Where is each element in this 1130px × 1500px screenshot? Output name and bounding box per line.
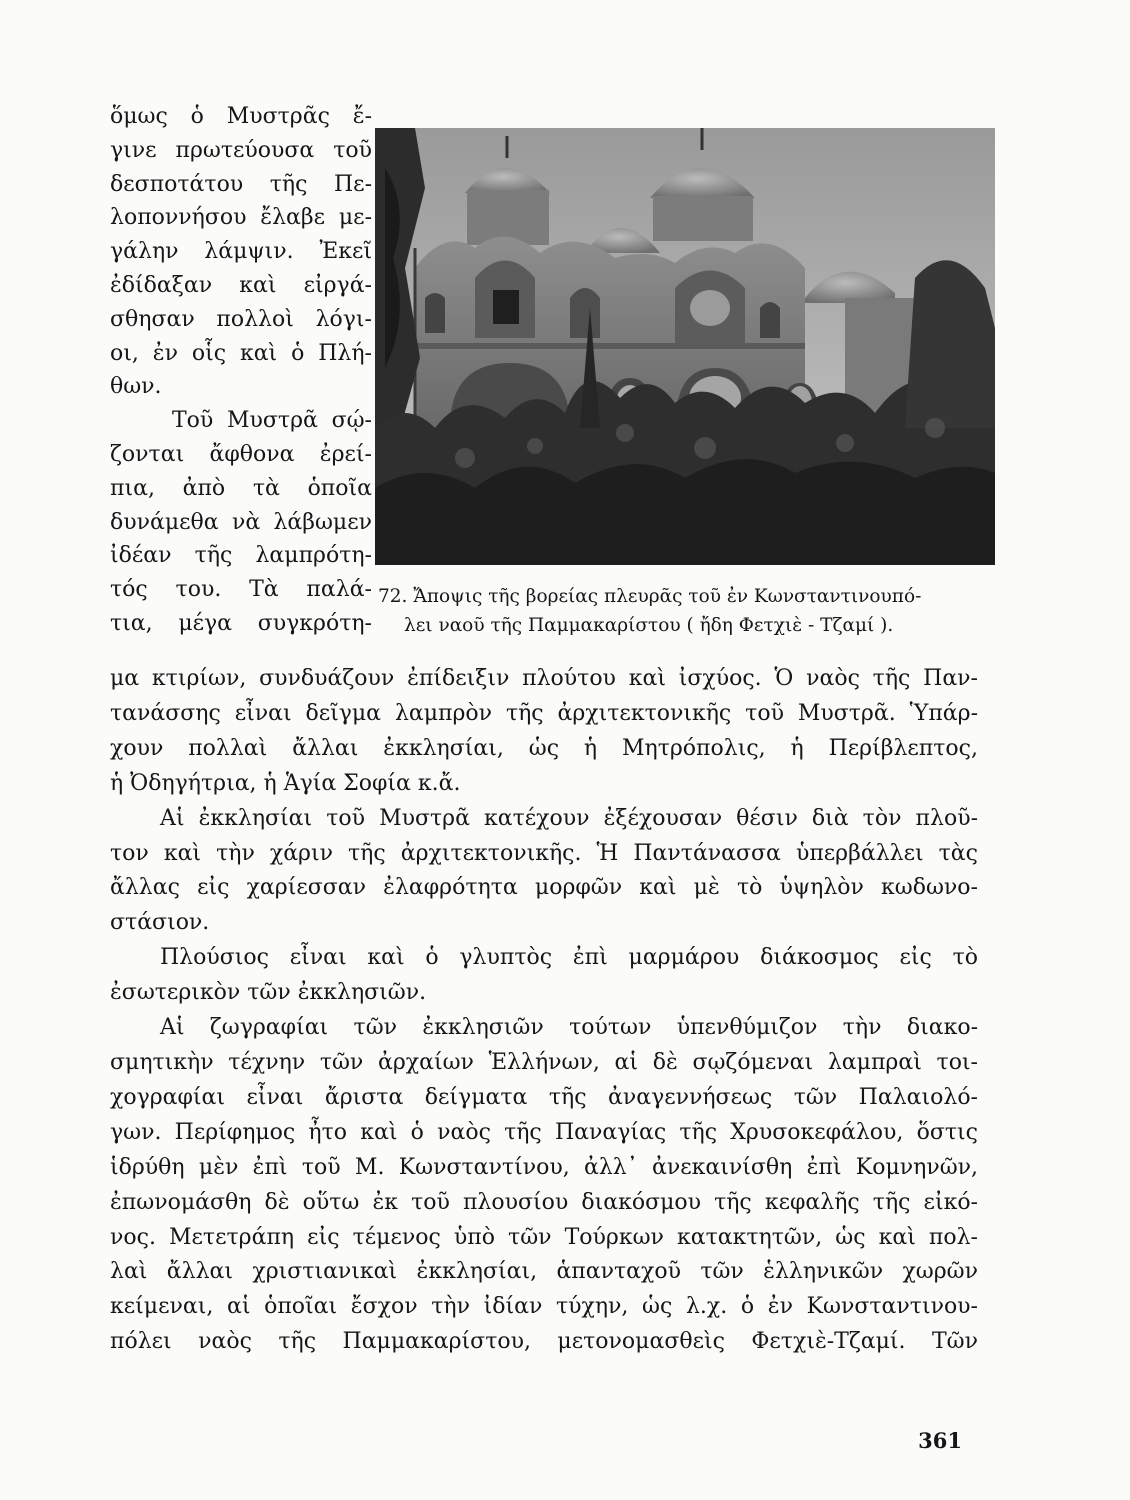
text-line: γων. Περίφημος ἦτο καὶ ὁ ναὸς τῆς Παναγίας τῆς Χρυσοκεφάλου, ὅστις [110,1119,978,1145]
text-line: δεσποτάτου τῆς Πε- [110,171,372,197]
text-line: πόλει ναὸς τῆς Παμμακαρίστου, μετονομασθεὶς Φετχιὲ-Τζαμί. Τῶν [110,1329,978,1355]
text-line: Αἱ ἐκκλησίαι τοῦ Μυστρᾶ κατέχουν ἐξέχουσαν θέσιν διὰ τὸν πλοῦ- [160,805,978,831]
text-line: δυνάμεθα νὰ λάβωμεν [110,509,372,535]
text-line: γινε πρωτεύουσα τοῦ [110,137,372,163]
text-line: τια, μέγα συγκρότη- [110,610,372,636]
text-line: νος. Μετετράπη εἰς τέμενος ὑπὸ τῶν Τούρκων κατακτητῶν, ὡς καὶ πολ- [110,1224,978,1250]
body-text [110,662,978,1360]
text-line: ἐπωνομάσθη δὲ οὕτω ἐκ τοῦ πλουσίου διακόσμου τῆς κεφαλῆς τῆς εἰκό- [110,1189,978,1215]
church-photograph [375,128,995,565]
text-line: τον καὶ τὴν χάριν τῆς ἀρχιτεκτονικῆς. Ἡ Παντάνασσα ὑπερβάλλει τὰς [110,840,978,866]
text-line: τός του. Τὰ παλά- [110,577,372,603]
text-line: σθησαν πολλοὶ λόγι- [110,306,372,332]
text-line: χογραφίαι εἶναι ἄριστα δείγματα τῆς ἀναγεννήσεως τῶν Παλαιολό- [110,1084,978,1110]
text-line: στάσιον. [110,910,210,936]
text-line: ἐσωτερικὸν τῶν ἐκκλησιῶν. [110,980,427,1006]
text-line: οι, ἐν οἷς καὶ ὁ Πλή- [110,340,372,366]
text-line: Πλούσιος εἶναι καὶ ὁ γλυπτὸς ἐπὶ μαρμάρου διάκοσμος εἰς τὸ [160,945,978,971]
caption-line: Ἄποψις τῆς βορείας πλευρᾶς τοῦ ἐν Κωνσταντινουπό- [413,586,922,607]
text-line: ἡ Ὀδηγήτρια, ἡ Ἁγία Σοφία κ.ἄ. [110,770,461,796]
text-line: θων. [110,374,162,400]
text-line: πια, ἀπὸ τὰ ὁποῖα [110,475,372,501]
text-line: ζονται ἄφθονα ἐρεί- [110,441,372,467]
caption-line: λει ναοῦ τῆς Παμμακαρίστου ( ἤδη Φετχιὲ - Τζαμί ). [404,615,894,636]
text-line: τανάσσης εἶναι δεῖγμα λαμπρὸν τῆς ἀρχιτεκτονικῆς τοῦ Μυστρᾶ. Ὑπάρ- [110,700,978,726]
text-line: γάλην λάμψιν. Ἐκεῖ [110,239,372,265]
left-column-text [110,100,372,641]
text-line: μα κτιρίων, συνδυάζουν ἐπίδειξιν πλούτου καὶ ἰσχύος. Ὁ ναὸς τῆς Παν- [110,666,978,691]
text-line: κείμεναι, αἱ ὁποῖαι ἔσχον τὴν ἰδίαν τύχην, ὡς λ.χ. ὁ ἐν Κωνσταντινου- [110,1294,978,1320]
text-line: ἄλλας εἰς χαρίεσσαν ἐλαφρότητα μορφῶν καὶ μὲ τὸ ὑψηλὸν κωδωνο- [110,875,978,901]
text-line: λοποννήσου ἔλαβε με- [110,205,372,231]
text-line: Τοῦ Μυστρᾶ σῴ- [172,408,372,434]
page-number: 361 [918,1428,962,1453]
text-line: ἱδρύθη μὲν ἐπὶ τοῦ Μ. Κωνσταντίνου, ἀλλ᾽ ἀνεκαινίσθη ἐπὶ Κομνηνῶν, [110,1154,978,1180]
text-line: λαὶ ἄλλαι χριστιανικαὶ ἐκκλησίαι, ἁπανταχοῦ τῶν ἑλληνικῶν χωρῶν [110,1259,978,1285]
text-line: ἐδίδαξαν καὶ εἰργά- [110,272,372,298]
text-line: ἰδέαν τῆς λαμπρότη- [110,543,372,569]
text-line: Αἱ ζωγραφίαι τῶν ἐκκλησιῶν τούτων ὑπενθύμιζον τὴν διακο- [160,1015,978,1041]
figure-caption [378,582,983,640]
text-line: ὅμως ὁ Μυστρᾶς ἔ- [110,104,372,129]
caption-number: 72. [378,586,408,607]
text-line: σμητικὴν τέχνην τῶν ἀρχαίων Ἑλλήνων, αἱ δὲ σῳζόμεναι λαμπραὶ τοι- [110,1049,978,1075]
text-line: χουν πολλαὶ ἄλλαι ἐκκλησίαι, ὡς ἡ Μητρόπολις, ἡ Περίβλεπτος, [110,735,978,761]
